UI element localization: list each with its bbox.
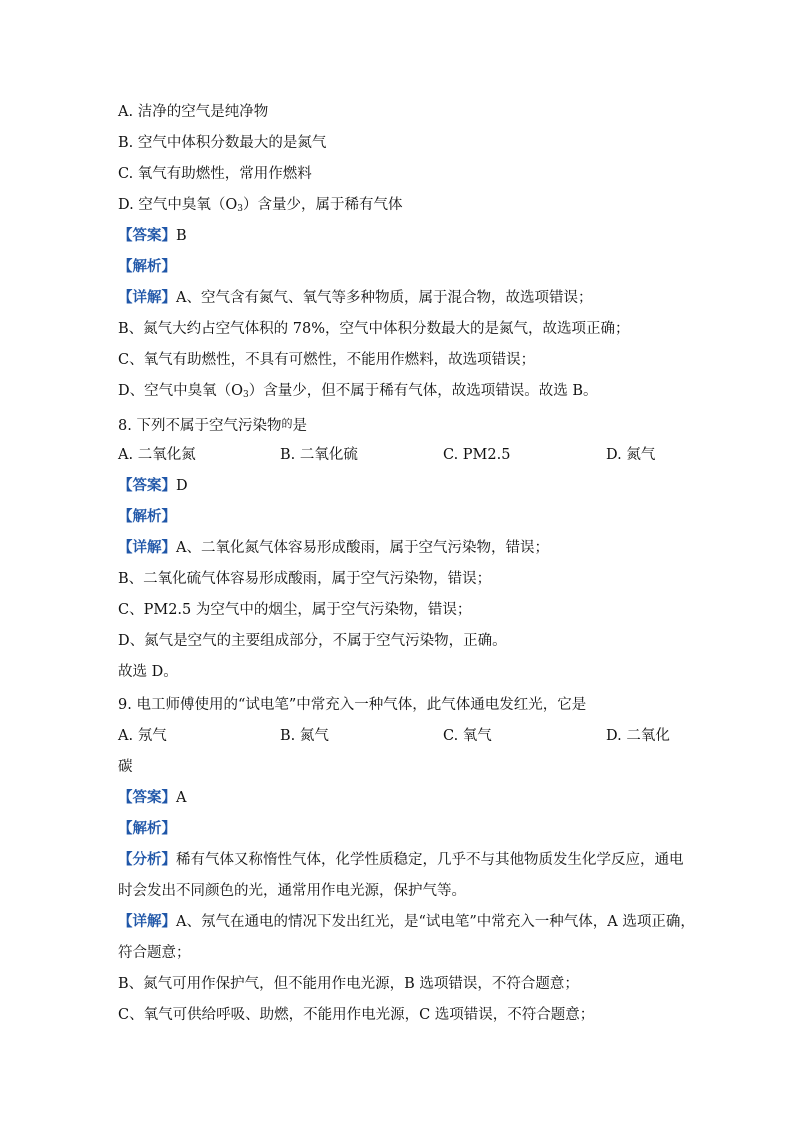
q9-option-b: B. 氮气 <box>280 728 329 744</box>
q7-option-c: C. 氧气有助燃性，常用作燃料 <box>118 166 312 182</box>
q8-detail-5: 故选 D。 <box>118 664 178 680</box>
q9-answer <box>118 788 688 808</box>
answer-tag: 【答案】 <box>118 789 176 806</box>
q8-detail-3: C、PM2.5 为空气中的烟尘，属于空气污染物，错误； <box>118 602 472 618</box>
detail-tag: 【详解】 <box>118 539 176 556</box>
q8-stem-de: 的 <box>281 417 293 430</box>
answer-value: D <box>176 478 188 494</box>
q7-option-d-text-end: ）含量少，属于稀有气体 <box>242 197 403 213</box>
detail-tag: 【详解】 <box>118 913 176 930</box>
q7-detail-4-text-end: ）含量少，但不属于稀有气体，故选项错误。故选 B。 <box>248 383 598 399</box>
q9-detail-2: B、氮气可用作保护气，但不能用作电光源，B 选项错误，不符合题意； <box>118 976 579 992</box>
q9-fenxi-2: 时会发出不同颜色的光，通常用作电光源，保护气等。 <box>118 883 466 899</box>
q8-stem <box>118 414 688 436</box>
q8-option-c: C. PM2.5 <box>443 447 511 463</box>
q8-option-a: A. 二氧化氮 <box>118 447 196 463</box>
q7-option-d-subscript: 3 <box>237 204 243 214</box>
q9-option-d-wrap: 碳 <box>118 759 133 775</box>
q7-detail-4 <box>118 381 688 405</box>
q9-option-c: C. 氧气 <box>443 728 492 744</box>
q8-stem-text: 8. 下列不属于空气污染物 <box>118 418 282 434</box>
q7-option-d <box>118 195 688 219</box>
q9-option-a: A. 氖气 <box>118 728 167 744</box>
q7-option-b: B. 空气中体积分数最大的是氮气 <box>118 135 327 151</box>
q9-stem: 9. 电工师傅使用的“试电笔”中常充入一种气体，此气体通电发红光，它是 <box>118 697 587 713</box>
q8-option-d: D. 氮气 <box>606 447 656 463</box>
q9-fenxi-1 <box>118 850 688 870</box>
q7-detail-3: C、氧气有助燃性，不具有可燃性，不能用作燃料，故选项错误； <box>118 352 536 368</box>
q9-fenxi-text-1: 稀有气体又称惰性气体，化学性质稳定，几乎不与其他物质发生化学反应，通电 <box>176 852 684 868</box>
q8-detail-4: D、氮气是空气的主要组成部分，不属于空气污染物，正确。 <box>118 633 507 649</box>
q9-option-d: D. 二氧化 <box>606 728 670 744</box>
q8-detail-1 <box>118 538 688 558</box>
analysis-tag: 【解析】 <box>118 508 176 525</box>
q7-option-a: A. 洁净的空气是纯净物 <box>118 104 269 120</box>
q7-analysis <box>118 257 688 277</box>
q7-option-d-text: D. 空气中臭氧（O <box>118 197 238 213</box>
answer-tag: 【答案】 <box>118 477 176 494</box>
q7-detail-2: B、氮气大约占空气体积的 78%，空气中体积分数最大的是氮气，故选项正确； <box>118 321 630 337</box>
fenxi-tag: 【分析】 <box>118 851 176 868</box>
q9-detail-1 <box>118 912 695 932</box>
q9-detail-1-wrap: 符合题意； <box>118 945 191 961</box>
q9-detail-text-1: A、氖气在通电的情况下发出红光，是“试电笔”中常充入一种气体，A 选项正确， <box>176 914 695 930</box>
q7-answer <box>118 226 688 246</box>
q8-option-b: B. 二氧化硫 <box>280 447 358 463</box>
q9-detail-3: C、氧气可供给呼吸、助燃，不能用作电光源，C 选项错误，不符合题意； <box>118 1007 595 1023</box>
answer-value: B <box>176 228 187 244</box>
analysis-tag: 【解析】 <box>118 820 176 837</box>
q7-detail-1 <box>118 288 688 308</box>
q7-detail-4-text: D、空气中臭氧（O <box>118 383 244 399</box>
answer-tag: 【答案】 <box>118 227 176 244</box>
analysis-tag: 【解析】 <box>118 258 176 275</box>
detail-tag: 【详解】 <box>118 289 176 306</box>
q8-answer <box>118 476 688 496</box>
q8-analysis <box>118 507 688 527</box>
q7-detail-text-1: A、空气含有氮气、氧气等多种物质，属于混合物，故选项错误； <box>176 290 593 306</box>
q9-analysis <box>118 819 688 839</box>
q8-stem-end: 是 <box>292 418 307 434</box>
q7-detail-4-subscript: 3 <box>243 390 249 400</box>
q8-detail-text-1: A、二氧化氮气体容易形成酸雨，属于空气污染物，错误； <box>176 540 549 556</box>
q8-detail-2: B、二氧化硫气体容易形成酸雨，属于空气污染物，错误； <box>118 571 492 587</box>
answer-value: A <box>176 790 187 806</box>
